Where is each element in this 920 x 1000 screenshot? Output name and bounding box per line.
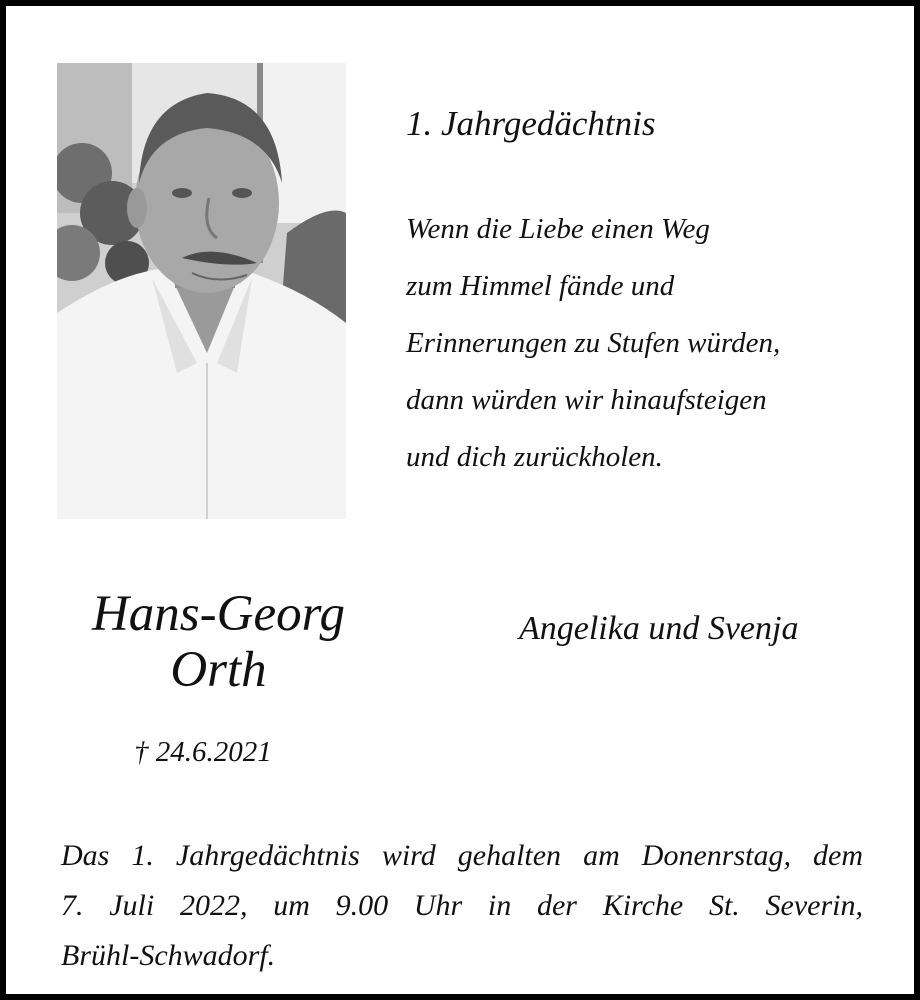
- deceased-first-name: Hans-Georg: [91, 586, 346, 642]
- notice-line: Das 1. Jahrgedächtnis wird gehalten am Donenrstag, dem: [61, 839, 863, 872]
- notice-line: Brühl-Schwadorf.: [61, 939, 276, 972]
- poem-line: Wenn die Liebe einen Weg: [406, 213, 710, 245]
- poem-line: Erinnerungen zu Stufen würden,: [406, 327, 781, 359]
- portrait-photo: [57, 63, 346, 519]
- death-date: † 24.6.2021: [134, 736, 272, 768]
- poem-line: und dich zurückholen.: [406, 441, 663, 473]
- deceased-name: [46, 586, 391, 698]
- poem-line: zum Himmel fände und: [406, 270, 675, 302]
- poem-line: dann würden wir hinaufsteigen: [406, 384, 767, 416]
- notice-line: 7. Juli 2022, um 9.00 Uhr in der Kirche St. Severin,: [61, 889, 863, 922]
- portrait-image: [57, 63, 346, 519]
- deceased-last-name: Orth: [170, 642, 267, 698]
- memorial-poem: [406, 201, 780, 486]
- service-notice: [61, 831, 863, 981]
- family-signature: Angelika und Svenja: [519, 610, 799, 647]
- memorial-title: 1. Jahrgedächtnis: [406, 104, 656, 143]
